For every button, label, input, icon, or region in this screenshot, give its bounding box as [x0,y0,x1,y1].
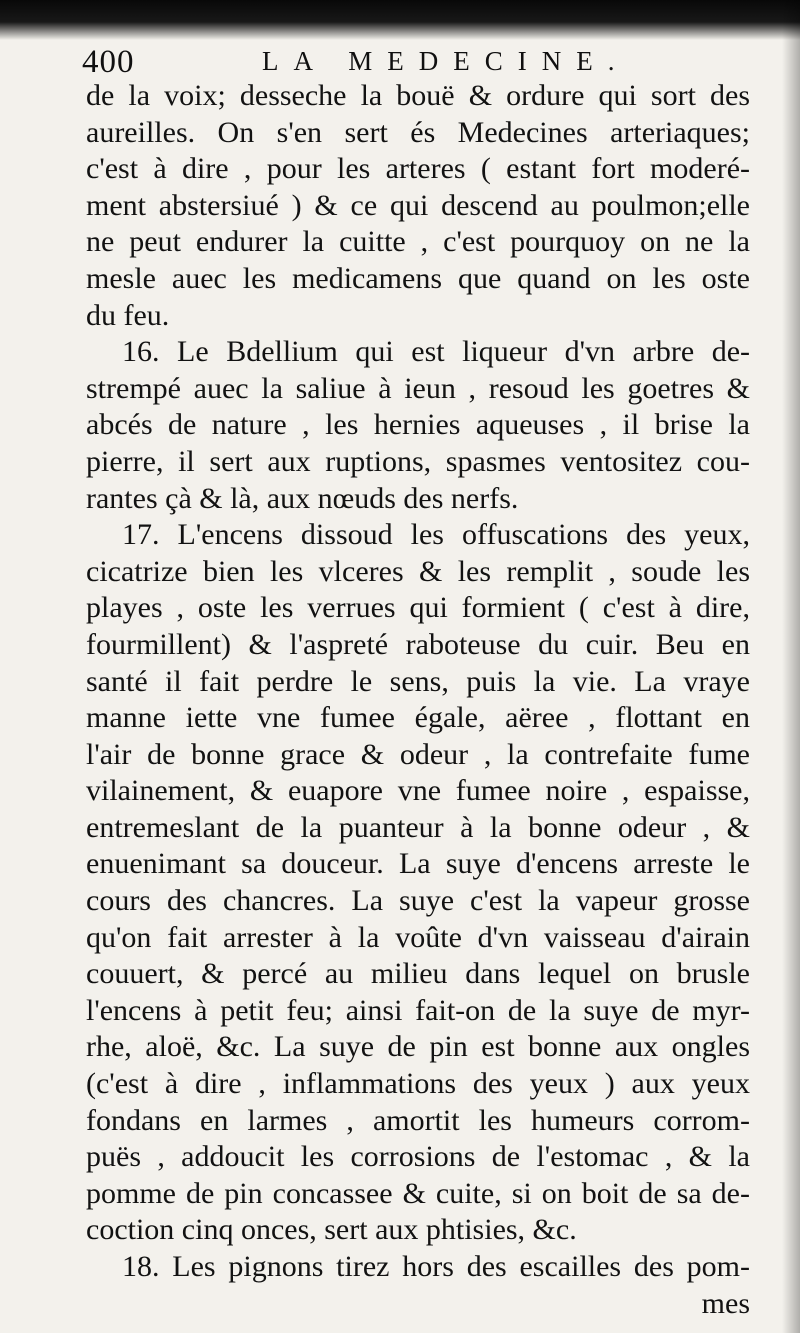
text-line: vilainement, & euapore vne fumee noire , espaisse, [86,774,750,808]
text-line: puës , addoucit les corrosions de l'estomac , & la [86,1140,750,1174]
text-line: fondans en larmes , amortit les humeurs corrom- [86,1103,750,1137]
scan-top-edge [0,0,800,40]
text-line: aureilles. On s'en sert és Medecines arteriaques; [86,115,750,149]
page-gutter-shadow [782,0,800,1333]
text-line: mesle auec les medicamens que quand on les oste [86,261,750,295]
text-line: enuenimant sa douceur. La suye d'encens arreste le [86,847,750,881]
page-number: 400 [82,44,135,80]
text-line: qu'on fait arrester à la voûte d'vn vaisseau d'airain [86,920,750,954]
text-line: ment abstersiué ) & ce qui descend au poulmon;elle [86,188,750,222]
paragraph-17-start: 17. L'encens dissoud les offuscations des yeux, [122,518,750,552]
text-line: de la voix; desseche la bouë & ordure qui sort des [86,79,750,112]
text-line: l'air de bonne grace & odeur , la contrefaite fume [86,737,750,771]
body-text [86,78,750,1322]
catchword: mes [701,1286,750,1320]
text-line: abcés de nature , les hernies aqueuses , il brise la [86,408,750,442]
text-line: strempé auec la saliue à ieun , resoud les goetres & [86,371,750,405]
text-line: (c'est à dire , inflammations des yeux ) aux yeux [86,1067,750,1101]
page-header [0,42,800,82]
text-line: fourmillent) & l'aspreté raboteuse du cuir. Beu en [86,627,750,661]
text-line: rhe, aloë, &c. La suye de pin est bonne aux ongles [86,1030,750,1064]
text-line: playes , oste les verrues qui formient ( c'est à dire, [86,591,750,625]
paragraph-16-start: 16. Le Bdellium qui est liqueur d'vn arbre de- [122,335,750,369]
text-line: rantes çà & là, aux nœuds des nerfs. [86,481,519,515]
text-line: coction cinq onces, sert aux phtisies, &c. [86,1213,577,1247]
text-line: c'est à dire , pour les arteres ( estant fort moderé- [86,152,750,186]
text-line: cicatrize bien les vlceres & les remplit , soude les [86,554,750,588]
text-line: entremeslant de la puanteur à la bonne odeur , & [86,810,750,844]
text-line: pomme de pin concassee & cuite, si on boit de sa de- [86,1176,750,1210]
text-line: cours des chancres. La suye c'est la vapeur grosse [86,884,750,918]
paragraph-18-start: 18. Les pignons tirez hors des escailles des pom- [122,1250,750,1283]
running-head: LA MEDECINE. [262,46,630,76]
text-line: santé il fait perdre le sens, puis la vie. La vraye [86,664,750,698]
text-line: couuert, & percé au milieu dans lequel on brusle [86,957,750,991]
text-line: pierre, il sert aux ruptions, spasmes ventositez cou- [86,444,750,478]
text-line: l'encens à petit feu; ainsi fait-on de la suye de myr- [86,993,750,1027]
text-line: du feu. [86,298,170,332]
text-line: manne iette vne fumee égale, aëree , flottant en [86,701,750,735]
text-line: ne peut endurer la cuitte , c'est pourquoy on ne la [86,225,750,259]
